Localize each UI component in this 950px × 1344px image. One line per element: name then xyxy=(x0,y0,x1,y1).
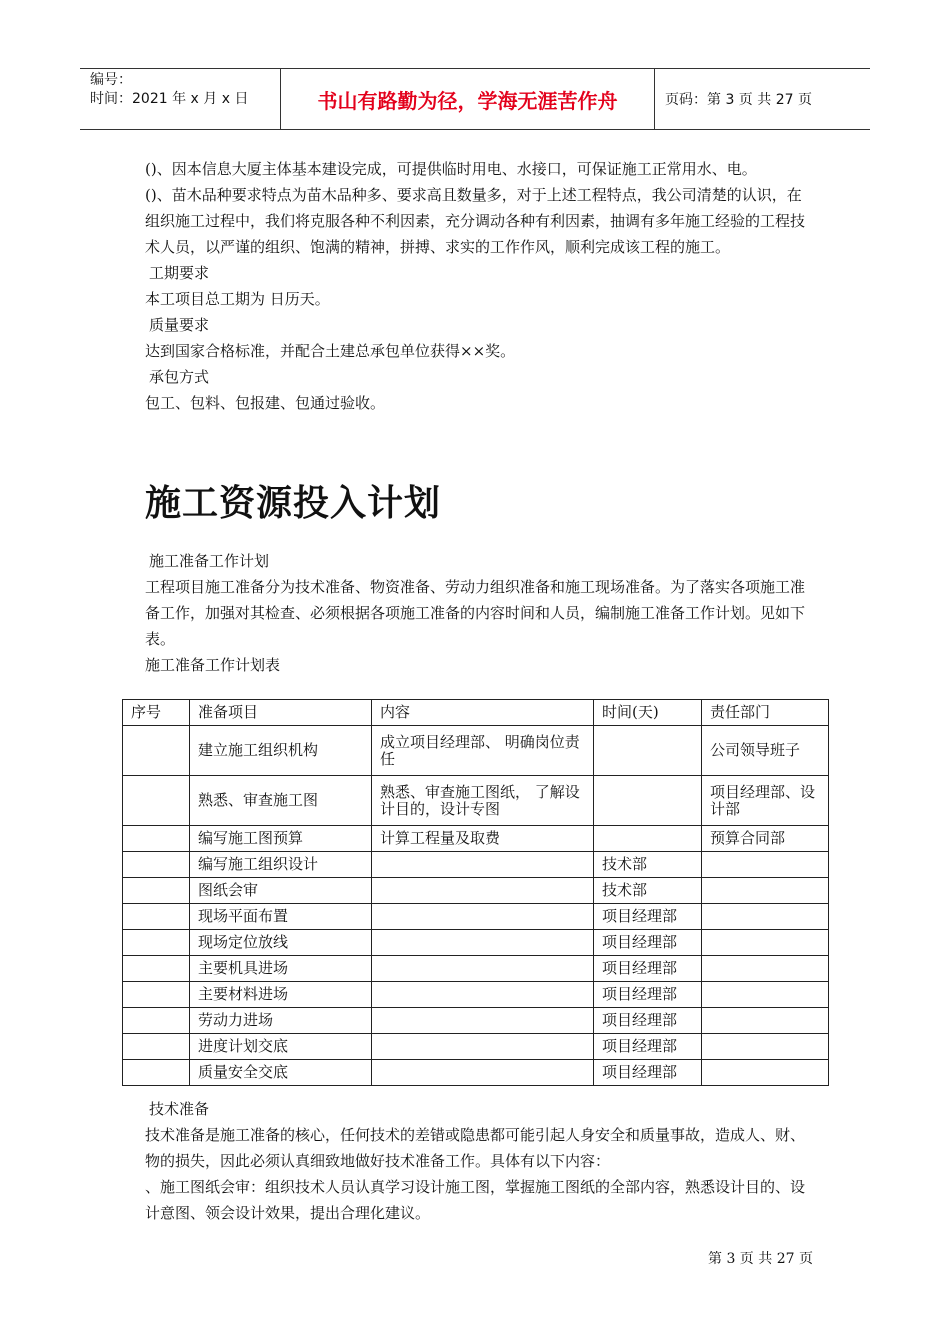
cell-item: 现场定位放线 xyxy=(190,930,372,956)
cell-time xyxy=(594,826,702,852)
cell-item: 编写施工组织设计 xyxy=(190,852,372,878)
cell-content: 成立项目经理部、 明确岗位责任 xyxy=(372,726,594,776)
table-row xyxy=(123,982,829,1008)
prep-text: 工程项目施工准备分为技术准备、物资准备、劳动力组织准备和施工现场准备。为了落实各项施工准备工作，加强对其检查、必须根据各项施工准备的内容时间和人员，编制施工准备工作计划。见如下表。 xyxy=(145,578,806,648)
cell-content xyxy=(372,1008,594,1034)
cell-content xyxy=(372,904,594,930)
table-row xyxy=(123,852,829,878)
cell-time: 项目经理部 xyxy=(594,956,702,982)
cell-dept xyxy=(702,878,829,904)
cell-content: 计算工程量及取费 xyxy=(372,826,594,852)
header-motto: 书山有路勤为径，学海无涯苦作舟 xyxy=(281,69,655,129)
cell-dept: 预算合同部 xyxy=(702,826,829,852)
cell-content xyxy=(372,878,594,904)
col-header-content: 内容 xyxy=(372,700,594,726)
prep-heading: 施工准备工作计划 xyxy=(149,552,270,570)
col-header-time: 时间(天) xyxy=(594,700,702,726)
cell-content xyxy=(372,1060,594,1086)
cell-dept xyxy=(702,1008,829,1034)
footer-page-number: 第 3 页 共 27 页 xyxy=(708,1251,813,1267)
section-title: 施工资源投入计划 xyxy=(145,483,442,524)
cell-dept xyxy=(702,956,829,982)
period-heading: 工期要求 xyxy=(149,264,210,282)
table-row xyxy=(123,956,829,982)
tech-heading: 技术准备 xyxy=(149,1100,210,1118)
cell-time: 项目经理部 xyxy=(594,1008,702,1034)
cell-time: 项目经理部 xyxy=(594,904,702,930)
contract-text: 包工、包料、包报建、包通过验收。 xyxy=(145,394,386,412)
document-date-label: 时间：2021 年 x 月 x 日 xyxy=(90,91,249,107)
table-row xyxy=(123,826,829,852)
col-header-dept: 责任部门 xyxy=(702,700,829,726)
tech-item-1: 、施工图纸会审：组织技术人员认真学习设计施工图，掌握施工图纸的全部内容，熟悉设计目的、设计意图、领会设计效果，提出合理化建议。 xyxy=(145,1178,806,1222)
cell-item: 熟悉、审查施工图 xyxy=(190,776,372,826)
prep-plan-table xyxy=(122,699,829,1086)
contract-heading: 承包方式 xyxy=(149,368,210,386)
cell-index xyxy=(123,982,190,1008)
table-row xyxy=(123,878,829,904)
intro-paragraph-1: ()、因本信息大厦主体基本建设完成，可提供临时用电、水接口，可保证施工正常用水、电。 xyxy=(145,160,757,178)
table-row xyxy=(123,904,829,930)
header-page-number: 页码：第 3 页 共 27 页 xyxy=(665,92,812,108)
cell-dept xyxy=(702,1034,829,1060)
intro-section xyxy=(145,156,815,416)
cell-time: 技术部 xyxy=(594,852,702,878)
header-meta xyxy=(80,69,281,129)
period-text: 本工项目总工期为 日历天。 xyxy=(145,290,330,308)
cell-dept xyxy=(702,930,829,956)
cell-dept: 公司领导班子 xyxy=(702,726,829,776)
cell-index xyxy=(123,904,190,930)
cell-item: 质量安全交底 xyxy=(190,1060,372,1086)
cell-content xyxy=(372,930,594,956)
cell-index xyxy=(123,852,190,878)
quality-text: 达到国家合格标准，并配合土建总承包单位获得××奖。 xyxy=(145,342,516,360)
cell-item: 编写施工图预算 xyxy=(190,826,372,852)
quality-heading: 质量要求 xyxy=(149,316,210,334)
col-header-item: 准备项目 xyxy=(190,700,372,726)
table-row xyxy=(123,776,829,826)
cell-item: 劳动力进场 xyxy=(190,1008,372,1034)
cell-dept xyxy=(702,982,829,1008)
cell-index xyxy=(123,878,190,904)
cell-time xyxy=(594,776,702,826)
cell-item: 主要机具进场 xyxy=(190,956,372,982)
cell-time: 技术部 xyxy=(594,878,702,904)
table-row xyxy=(123,930,829,956)
cell-content xyxy=(372,1034,594,1060)
table-caption: 施工准备工作计划表 xyxy=(145,656,281,674)
cell-item: 建立施工组织机构 xyxy=(190,726,372,776)
prep-section xyxy=(145,548,815,678)
table-row xyxy=(123,1034,829,1060)
table-row xyxy=(123,1008,829,1034)
cell-dept: 项目经理部、设计部 xyxy=(702,776,829,826)
cell-content xyxy=(372,982,594,1008)
cell-dept xyxy=(702,852,829,878)
tech-text: 技术准备是施工准备的核心，任何技术的差错或隐患都可能引起人身安全和质量事故，造成人、财、物的损失，因此必须认真细致地做好技术准备工作。具体有以下内容： xyxy=(145,1126,806,1170)
cell-index xyxy=(123,826,190,852)
cell-item: 进度计划交底 xyxy=(190,1034,372,1060)
document-number-label: 编号： xyxy=(90,72,132,88)
col-header-index: 序号 xyxy=(123,700,190,726)
cell-index xyxy=(123,1060,190,1086)
cell-content: 熟悉、审查施工图纸， 了解设计目的，设计专图 xyxy=(372,776,594,826)
cell-content xyxy=(372,852,594,878)
table-row xyxy=(123,1060,829,1086)
cell-dept xyxy=(702,1060,829,1086)
cell-time: 项目经理部 xyxy=(594,1060,702,1086)
cell-index xyxy=(123,956,190,982)
cell-dept xyxy=(702,904,829,930)
page-header xyxy=(80,68,870,130)
cell-index xyxy=(123,1008,190,1034)
intro-paragraph-2: ()、苗木品种要求特点为苗木品种多、要求高且数量多，对于上述工程特点，我公司清楚的认识，在组织施工过程中，我们将克服各种不利因素，充分调动各种有利因素，抽调有多年施工经验的工程技术人员，以严谨的组织、饱满的精神，拼搏、求实的工作作风，顺利完成该工程的施工。 xyxy=(145,186,806,256)
cell-index xyxy=(123,726,190,776)
cell-item: 主要材料进场 xyxy=(190,982,372,1008)
cell-item: 图纸会审 xyxy=(190,878,372,904)
cell-index xyxy=(123,930,190,956)
tech-section xyxy=(145,1096,815,1226)
cell-time: 项目经理部 xyxy=(594,1034,702,1060)
cell-item: 现场平面布置 xyxy=(190,904,372,930)
cell-time: 项目经理部 xyxy=(594,982,702,1008)
table-header-row xyxy=(123,700,829,726)
table-row xyxy=(123,726,829,776)
cell-time xyxy=(594,726,702,776)
cell-index xyxy=(123,776,190,826)
cell-content xyxy=(372,956,594,982)
cell-time: 项目经理部 xyxy=(594,930,702,956)
cell-index xyxy=(123,1034,190,1060)
